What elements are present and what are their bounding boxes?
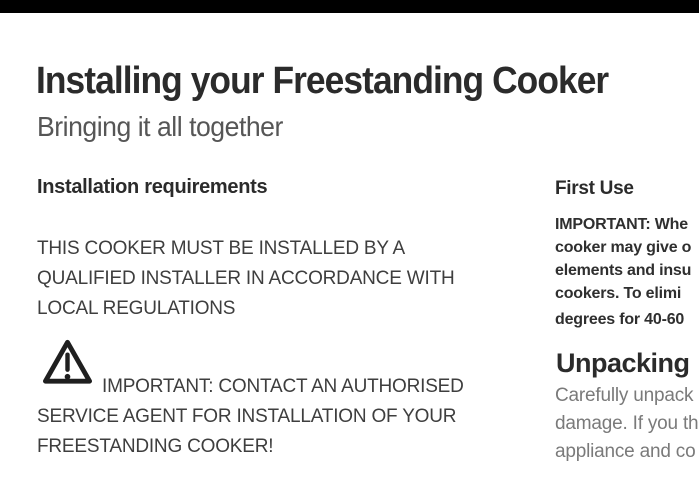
warning-text-line: FREESTANDING COOKER! — [37, 436, 274, 457]
top-bar — [0, 0, 699, 13]
requirement-line: LOCAL REGULATIONS — [37, 298, 236, 319]
unpacking-heading: Unpacking — [556, 348, 690, 378]
first-use-line: cooker may give o — [555, 239, 692, 256]
page-subtitle: Bringing it all together — [37, 111, 283, 142]
unpacking-line: appliance and co — [555, 441, 696, 462]
first-use-line: cookers. To elimi — [555, 285, 682, 302]
warning-text-line: IMPORTANT: CONTACT AN AUTHORISED — [102, 376, 464, 397]
unpacking-line: damage. If you th — [555, 413, 699, 434]
first-use-heading: First Use — [555, 178, 634, 199]
installation-requirements-paragraph — [37, 234, 455, 324]
page-title: Installing your Freestanding Cooker — [36, 60, 609, 102]
first-use-line: IMPORTANT: Whe — [555, 216, 688, 233]
warning-triangle-icon — [41, 337, 94, 390]
warning-text-line: SERVICE AGENT FOR INSTALLATION OF YOUR — [37, 406, 457, 427]
first-use-line: elements and insu — [555, 262, 692, 279]
first-use-line: degrees for 40-60 — [555, 311, 685, 328]
unpacking-paragraph — [555, 382, 698, 466]
first-use-important-paragraph — [555, 213, 691, 331]
requirement-line: THIS COOKER MUST BE INSTALLED BY A — [37, 238, 406, 259]
installation-requirements-heading: Installation requirements — [37, 176, 268, 198]
requirement-line: QUALIFIED INSTALLER IN ACCORDANCE WITH — [37, 268, 455, 289]
unpacking-line: Carefully unpack — [555, 385, 694, 406]
